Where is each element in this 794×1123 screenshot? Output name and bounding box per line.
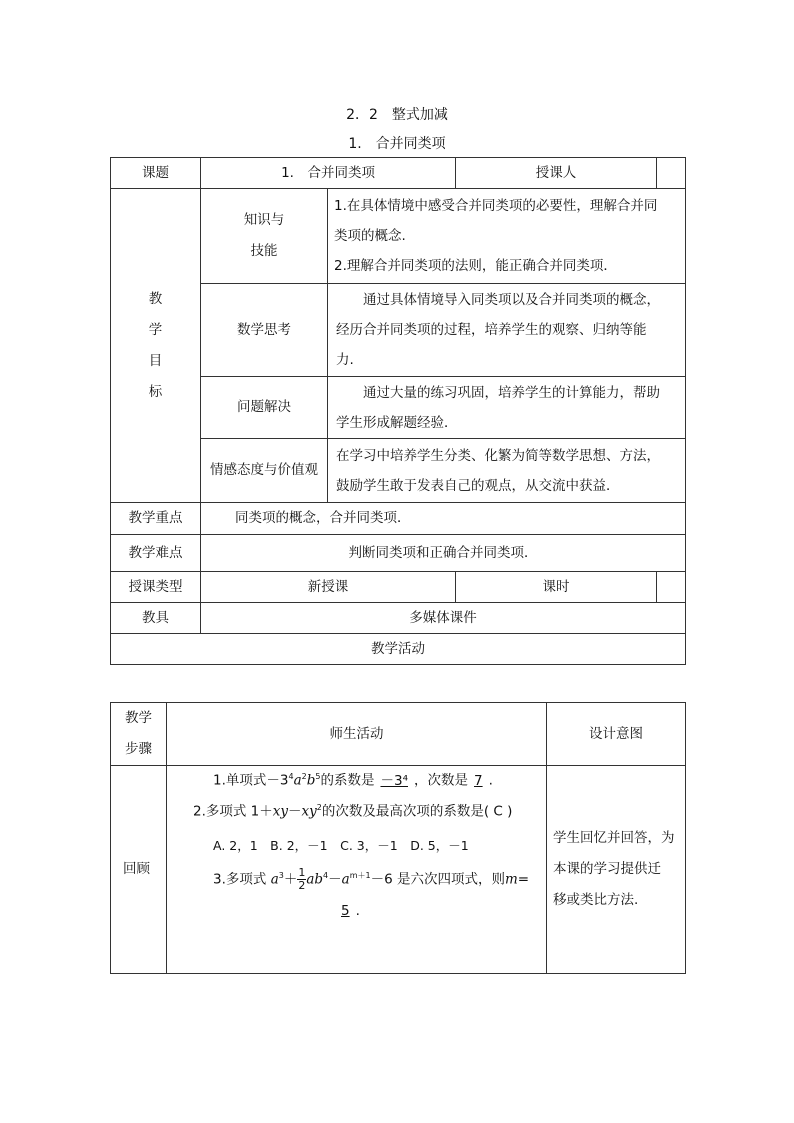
objective-line: 2.理解合并同类项的法则，能正确合并同类项． bbox=[334, 258, 617, 274]
objectives-char: 标 bbox=[148, 383, 163, 400]
question-2: 2.多项式 $1+xy-xy^2$的次数及最高次项的系数是( C ) bbox=[193, 803, 513, 820]
objective-line: 类项的概念. bbox=[334, 228, 406, 244]
answer-blank: －3⁴ bbox=[380, 772, 408, 789]
objective-line: 学生形成解题经验． bbox=[336, 414, 458, 431]
objective-category-emotion: 情感态度与价值观 bbox=[201, 439, 328, 503]
objectives-char: 教 bbox=[148, 290, 163, 307]
review-activity bbox=[167, 766, 547, 974]
objective-line: 力. bbox=[336, 352, 354, 368]
section-title: 2．2 整式加减 bbox=[346, 107, 448, 123]
intent-header: 设计意图 bbox=[547, 703, 686, 766]
objective-line: 通过大量的练习巩固，培养学生的计算能力，帮助 bbox=[363, 384, 660, 401]
objective-line: 通过具体情境导入同类项以及合并同类项的概念， bbox=[363, 292, 660, 308]
topic-label: 课题 bbox=[111, 158, 201, 189]
objectives-char: 学 bbox=[148, 321, 163, 338]
review-step: 回顾 bbox=[111, 766, 167, 974]
lesson-plan-table bbox=[110, 157, 686, 665]
lesson-type-value: 新授课 bbox=[201, 572, 456, 603]
question-3: 3.多项式 $a^3+$ $\frac{1}{2}$ $ab^4-a^{m+1}-6$ 是六次四项式，则m= bbox=[213, 866, 530, 892]
objective-category-problem-solving: 问题解决 bbox=[201, 377, 328, 439]
difficulties-value: 判断同类项和正确合并同类项． bbox=[201, 535, 686, 572]
lecturer-label: 授课人 bbox=[456, 158, 657, 189]
tools-value: 多媒体课件 bbox=[201, 603, 686, 634]
steps-header-line: 教学 bbox=[125, 710, 152, 726]
lesson-type-label: 授课类型 bbox=[111, 572, 201, 603]
review-intent bbox=[547, 766, 686, 974]
objective-text-problem-solving bbox=[328, 377, 686, 439]
objective-line: 鼓励学生敢于发表自己的观点，从交流中获益． bbox=[336, 477, 620, 494]
intent-line: 移或类比方法. bbox=[553, 892, 639, 908]
key-points-value: 同类项的概念，合并同类项． bbox=[201, 503, 686, 535]
intent-line: 本课的学习提供迁 bbox=[553, 861, 661, 877]
objective-line: 1.在具体情境中感受合并同类项的必要性，理解合并同 bbox=[334, 198, 658, 214]
objective-text-thinking bbox=[328, 284, 686, 377]
objective-category-knowledge bbox=[201, 189, 328, 284]
objectives-label bbox=[111, 189, 201, 503]
answer-blank: 5 bbox=[341, 903, 350, 919]
fraction: $\frac{1}{2}$ bbox=[298, 866, 306, 892]
activities-label: 教学活动 bbox=[111, 634, 686, 665]
intent-line: 学生回忆并回答，为 bbox=[553, 830, 675, 846]
objective-line: 在学习中培养学生分类、化繁为简等数学思想、方法， bbox=[336, 447, 660, 464]
steps-header bbox=[111, 703, 167, 766]
question-3-answer: 5 . bbox=[335, 903, 360, 919]
steps-header-line: 步骤 bbox=[125, 741, 152, 757]
objective-text-knowledge bbox=[328, 189, 686, 284]
topic-value: 1. 合并同类项 bbox=[201, 158, 456, 189]
category-line: 技能 bbox=[250, 243, 278, 259]
category-line: 知识与 bbox=[243, 212, 285, 228]
question-1: 1.单项式$-3^4a^2b^5$的系数是 －3⁴ ，次数是 7 . bbox=[213, 772, 493, 789]
objectives-char: 目 bbox=[148, 352, 163, 369]
key-points-label: 教学重点 bbox=[111, 503, 201, 535]
lesson-title: 1. 合并同类项 bbox=[348, 136, 446, 152]
objective-category-thinking: 数学思考 bbox=[201, 284, 328, 377]
answer-blank: 7 bbox=[474, 772, 483, 789]
activity-header: 师生活动 bbox=[167, 703, 547, 766]
difficulties-label: 教学难点 bbox=[111, 535, 201, 572]
question-2-options: A. 2，1 B. 2，－1 C. 3，－1 D. 5，－1 bbox=[213, 838, 469, 853]
hours-label: 课时 bbox=[456, 572, 657, 603]
hours-value bbox=[657, 572, 686, 603]
lecturer-value bbox=[657, 158, 686, 189]
tools-label: 教具 bbox=[111, 603, 201, 634]
activity-table bbox=[110, 702, 686, 974]
objective-text-emotion bbox=[328, 439, 686, 503]
objective-line: 经历合并同类项的过程，培养学生的观察、归纳等能 bbox=[336, 322, 647, 338]
